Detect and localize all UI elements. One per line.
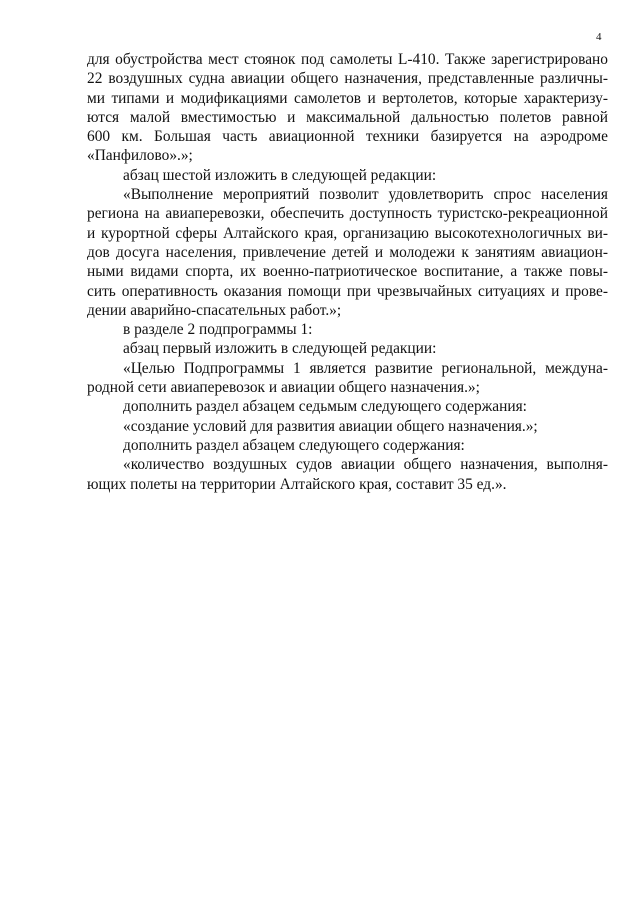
text-line: родной сети авиаперевозок и авиации общего назначения.»; <box>87 379 480 397</box>
text-line: региона на авиаперевозки, обеспечить доступность туристско-рекреационной <box>87 205 608 223</box>
text-line: «Целью Подпрограммы 1 является развитие региональной, междуна- <box>123 359 608 377</box>
text-line: «количество воздушных судов авиации общего назначения, выполня- <box>123 456 608 474</box>
text-line: ми типами и модификациями самолетов и вертолетов, которые характеризу- <box>87 89 608 107</box>
text-line: сить оперативность оказания помощи при чрезвычайных ситуациях и прове- <box>87 282 608 300</box>
text-line: «создание условий для развития авиации общего назначения.»; <box>123 417 538 435</box>
text-line: для обустройства мест стоянок под самолеты L-410. Также зарегистрировано <box>87 51 608 68</box>
text-line: 22 воздушных судна авиации общего назначения, представленные различны- <box>87 70 608 88</box>
text-line: в разделе 2 подпрограммы 1: <box>123 321 313 339</box>
text-line: дополнить раздел абзацем седьмым следующего содержания: <box>123 398 527 416</box>
text-line: 600 км. Большая часть авиационной техники базируется на аэродроме <box>87 128 608 146</box>
text-line: «Выполнение мероприятий позволит удовлетворить спрос населения <box>123 186 608 204</box>
text-line: абзац первый изложить в следующей редакции: <box>123 340 437 358</box>
text-line: ются малой вместимостью и максимальной дальностью полетов равной <box>87 108 608 126</box>
text-line: дении аварийно-спасательных работ.»; <box>87 301 342 319</box>
text-line: абзац шестой изложить в следующей редакции: <box>123 166 437 184</box>
page-number: 4 <box>596 31 602 43</box>
text-line: дов досуга населения, привлечение детей и молодежи к занятиям авиацион- <box>87 243 608 261</box>
text-line: ющих полеты на территории Алтайского края, составит 35 ед.». <box>87 475 507 493</box>
text-line: дополнить раздел абзацем следующего содержания: <box>123 436 465 454</box>
text-line: и курортной сферы Алтайского края, организацию высокотехнологичных ви- <box>87 224 608 242</box>
text-line: ными видами спорта, их военно-патриотическое воспитание, а также повы- <box>87 263 608 281</box>
text-line: «Панфилово».»; <box>87 147 193 165</box>
document-body <box>87 50 608 494</box>
